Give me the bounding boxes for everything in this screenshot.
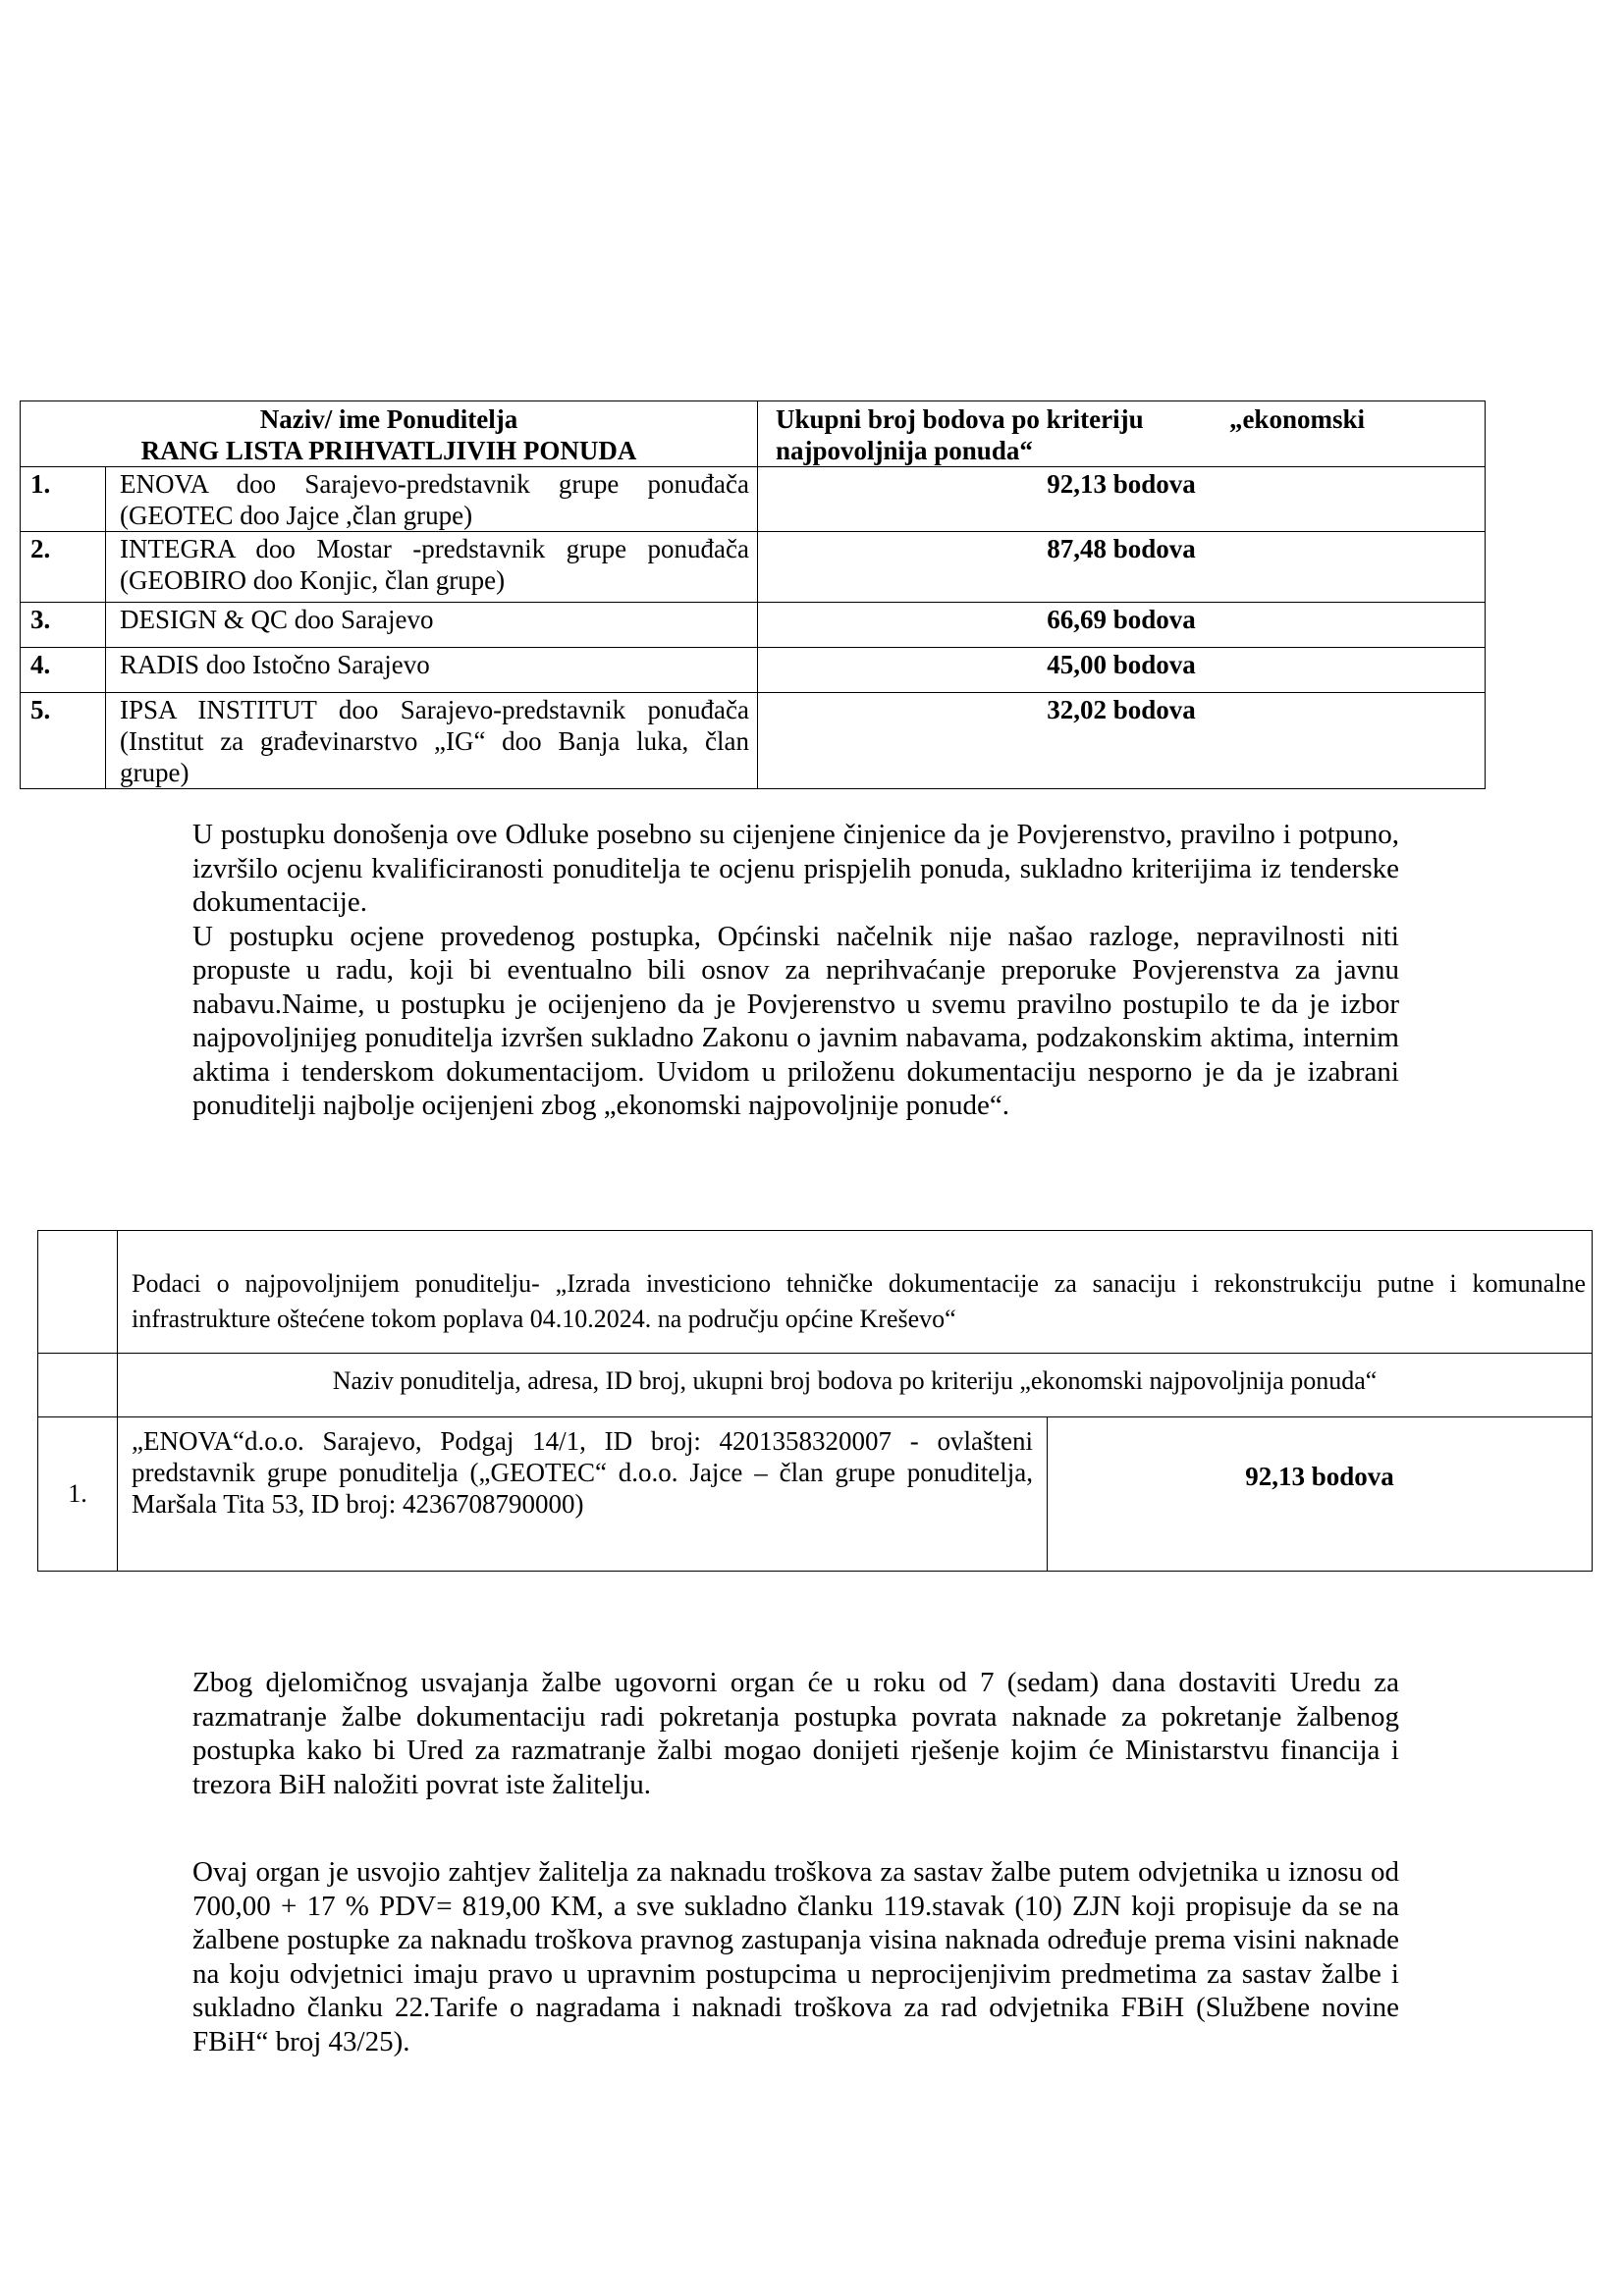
ranking-row-bidder: ENOVA doo Sarajevo-predstavnik grupe ponuđača (GEOTEC doo Jajce ,član grupe) bbox=[106, 467, 758, 532]
ranking-header-bidder bbox=[21, 401, 758, 467]
ranking-row-num: 4. bbox=[21, 648, 106, 693]
ranking-row-points-value: 45,00 bodova bbox=[1047, 650, 1196, 679]
ranking-row-num: 5. bbox=[21, 693, 106, 789]
ranking-header-bidder-line2: RANG LISTA PRIHVATLJIVIH PONUDA bbox=[140, 436, 637, 465]
best-bidder-columns-row bbox=[38, 1354, 1593, 1417]
ranking-row-bidder: IPSA INSTITUT doo Sarajevo-predstavnik ponuđača (Institut za građevinarstvo „IG“ doo Banja luka, član grupe) bbox=[106, 693, 758, 789]
ranking-header-points-line2: najpovoljnija ponuda“ bbox=[776, 436, 1033, 465]
review-paragraph-2: U postupku ocjene provedenog postupka, Općinski načelnik nije našao razloge, nepravilnosti niti propuste u radu, koji bi eventualno bili osnov za neprihvaćanje preporuke Povjerenstva za javnu nabavu.Naime, u postupku je ocijenjeno da je Povjerenstvo u svemu pravilno postupilo te da je izbor najpovoljnijeg ponuditelja izvršen sukladno Zakonu o javnim nabavama, podzakonskim aktima, internim aktima i tenderskom dokumentacijom. Uvidom u priloženu dokumentaciju nesporno je da je izabrani ponuditelji najbolje ocijenjeni zbog „ekonomski najpovoljnije ponude“. bbox=[192, 920, 1399, 1121]
refund-paragraph-text: Zbog djelomičnog usvajanja žalbe ugovorni organ će u roku od 7 (sedam) dana dostaviti Uredu za razmatranje žalbe dokumentaciju radi pokretanja postupka povrata naknade za pokretanje žalbenog postupka kako bi Ured za razmatranje žalbi mogao donijeti rješenje kojim će Ministarstvu financija i trezora BiH naložiti povrat iste žalitelju. bbox=[192, 1667, 1399, 1800]
best-bidder-name: „ENOVA“d.o.o. Sarajevo, Podgaj 14/1, ID broj: 4201358320007 - ovlašteni predstavnik grupe ponuditelja („GEOTEC“ d.o.o. Jajce – član grupe ponuditelja, Maršala Tita 53, ID broj: 4236708790000) bbox=[118, 1417, 1048, 1572]
ranking-row-points bbox=[758, 693, 1486, 789]
ranking-header-bidder-line1: Naziv/ ime Ponuditelja bbox=[259, 404, 518, 434]
ranking-row-bidder: RADIS doo Istočno Sarajevo bbox=[106, 648, 758, 693]
ranking-header-points-part1: Ukupni broj bodova po kriteriju bbox=[776, 404, 1144, 434]
ranking-row-points bbox=[758, 648, 1486, 693]
best-bidder-info-row bbox=[38, 1231, 1593, 1354]
ranking-header-points bbox=[758, 401, 1486, 467]
ranking-row-points-value: 92,13 bodova bbox=[1047, 469, 1196, 499]
ranking-row bbox=[21, 532, 1486, 603]
ranking-row bbox=[21, 693, 1486, 789]
ranking-row-points-value: 87,48 bodova bbox=[1047, 534, 1196, 563]
ranking-row-bidder: INTEGRA doo Mostar -predstavnik grupe ponuđača (GEOBIRO doo Konjic, član grupe) bbox=[106, 532, 758, 603]
ranking-table bbox=[20, 400, 1486, 789]
ranking-header-points-part2: „ekonomski bbox=[1228, 404, 1365, 434]
ranking-row bbox=[21, 467, 1486, 532]
best-bidder-columns-title: Naziv ponuditelja, adresa, ID broj, ukupni broj bodova po kriteriju „ekonomski najpovoljnija ponuda“ bbox=[118, 1354, 1593, 1417]
refund-paragraph bbox=[192, 1666, 1399, 1801]
review-paragraph bbox=[192, 818, 1399, 1123]
costs-paragraph-text: Ovaj organ je usvojio zahtjev žalitelja za naknadu troškova za sastav žalbe putem odvjetnika u iznosu od 700,00 + 17 % PDV= 819,00 KM, a sve sukladno članku 119.stavak (10) ZJN koji propisuje da se na žalbene postupke za naknadu troškova pravnog zastupanja visina naknada određuje prema visini naknade na koju odvjetnici imaju pravo u upravnim postupcima u neprocijenjivim predmetima za sastav žalbe i sukladno članku 22.Tarife o nagradama i naknadi troškova za rad odvjetnika FBiH (Službene novine FBiH“ broj 43/25). bbox=[192, 1856, 1399, 2057]
best-bidder-info-num-cell bbox=[38, 1231, 118, 1354]
ranking-row-num: 2. bbox=[21, 532, 106, 603]
costs-paragraph bbox=[192, 1855, 1399, 2058]
best-bidder-info: Podaci o najpovoljnijem ponuditelju- „Izrada investiciono tehničke dokumentacije za sanaciju i rekonstrukciju putne i komunalne infrastrukture oštećene tokom poplava 04.10.2024. na području općine Kreševo“ bbox=[118, 1231, 1593, 1354]
ranking-row-points bbox=[758, 467, 1486, 532]
ranking-row-points bbox=[758, 532, 1486, 603]
best-bidder-row bbox=[38, 1417, 1593, 1572]
ranking-row-points-value: 66,69 bodova bbox=[1047, 605, 1196, 634]
best-bidder-columns-num-cell bbox=[38, 1354, 118, 1417]
ranking-row-num: 3. bbox=[21, 603, 106, 648]
ranking-row-points-value: 32,02 bodova bbox=[1047, 695, 1196, 724]
ranking-row-points bbox=[758, 603, 1486, 648]
ranking-row bbox=[21, 603, 1486, 648]
ranking-row-bidder: DESIGN & QC doo Sarajevo bbox=[106, 603, 758, 648]
ranking-row-num: 1. bbox=[21, 467, 106, 532]
review-paragraph-1: U postupku donošenja ove Odluke posebno su cijenjene činjenice da je Povjerenstvo, pravilno i potpuno, izvršilo ocjenu kvalificiranosti ponuditelja te ocjenu prispjelih ponuda, sukladno kriterijima iz tenderske dokumentacije. bbox=[192, 819, 1399, 918]
ranking-header-row bbox=[21, 401, 1486, 467]
ranking-row bbox=[21, 648, 1486, 693]
best-bidder-table bbox=[37, 1230, 1593, 1572]
best-bidder-row-num: 1. bbox=[38, 1417, 118, 1572]
best-bidder-points: 92,13 bodova bbox=[1048, 1417, 1593, 1572]
